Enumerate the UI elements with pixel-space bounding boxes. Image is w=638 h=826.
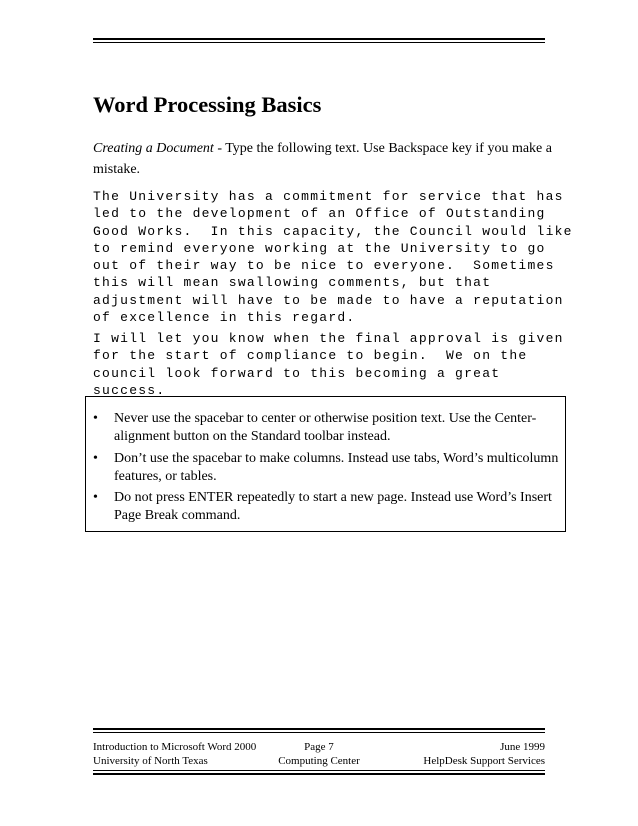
footer-rule-bottom xyxy=(93,770,545,775)
tip-item xyxy=(93,489,563,525)
instructions-text: Type the following text. Use Backspace key if you make a mistake. xyxy=(93,141,552,177)
instructions-separator: - xyxy=(213,141,226,156)
instructions-lead: Creating a Document xyxy=(93,141,214,156)
header-rule xyxy=(93,38,545,43)
footer-date: June 1999 xyxy=(500,741,545,753)
tip-item xyxy=(93,410,563,446)
instructions xyxy=(93,138,553,180)
tip-text: Never use the spacebar to center or otherwise position text. Use the Center-alignment button on the Standard toolbar instead. xyxy=(114,411,537,444)
practice-paragraph-2: I will let you know when the final approval is given for the start of compliance to begin. We on the council look forward to this becoming a great success. xyxy=(93,331,564,398)
footer-university: University of North Texas xyxy=(93,755,208,767)
footer-page-number: Page 7 xyxy=(304,741,334,753)
bullet-icon: • xyxy=(93,411,98,426)
footer-department: Computing Center xyxy=(278,755,360,767)
tip-item xyxy=(93,450,563,486)
bullet-icon: • xyxy=(93,490,98,505)
tip-text: Do not press ENTER repeatedly to start a new page. Instead use Word’s Insert Page Break command. xyxy=(114,490,552,523)
bullet-icon: • xyxy=(93,450,98,466)
page-title: Word Processing Basics xyxy=(93,92,322,117)
footer-rule-top xyxy=(93,728,545,733)
footer-course-title: Introduction to Microsoft Word 2000 xyxy=(93,741,257,753)
tips-list xyxy=(93,410,563,529)
tip-text: Don’t use the spacebar to make columns. Instead use tabs, Word’s multicolumn features, or tables. xyxy=(114,450,559,484)
practice-paragraph-1: The University has a commitment for service that has led to the development of an Office of Outstanding Good Works. In this capacity, the Council would like to remind everyone working at the University to go out of their way to be nice to everyone. Sometimes this will mean swallowing comments, but that adjustment will have to be made to have a reputation of excellence in this regard. xyxy=(93,189,573,326)
footer-service: HelpDesk Support Services xyxy=(423,755,545,767)
